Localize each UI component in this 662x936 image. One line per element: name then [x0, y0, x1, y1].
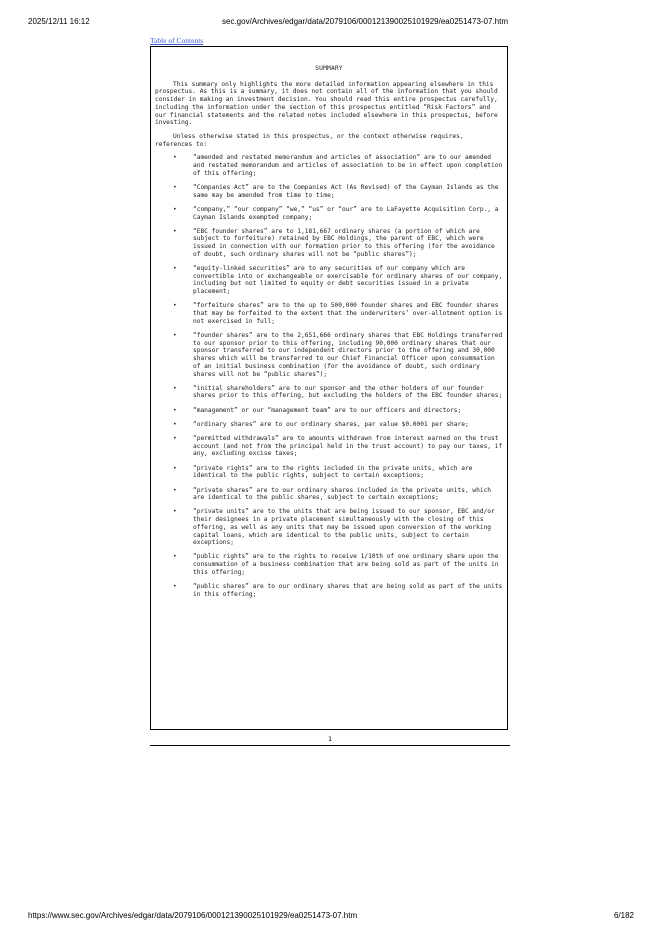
list-item	[155, 228, 503, 259]
bullet-icon: •	[173, 486, 177, 494]
definition-text: “public rights” are to the rights to receive 1/10th of one ordinary share upon the consummation of a business combination that are being sold as part of the units in this offering;	[193, 553, 499, 576]
print-datetime: 2025/12/11 16:12	[28, 17, 90, 26]
print-header	[28, 16, 634, 28]
definition-text: “forfeiture shares” are to the up to 500,000 founder shares and EBC founder shares that may be forfeited to the extent that the underwriters’ over-allotment option is not exercised in full;	[193, 302, 503, 325]
list-item	[155, 487, 503, 502]
definition-text: “private units” are to the units that are being issued to our sponsor, EBC and/or their designees in a private placement simultaneously with the closing of this offering, as well as any units that may be issued upon conversion of the working capital loans, which are identical to the public units, subject to certain exceptions;	[193, 508, 495, 547]
bullet-icon: •	[173, 464, 177, 472]
list-item	[155, 385, 503, 400]
bullet-icon: •	[173, 154, 177, 162]
bullet-icon: •	[173, 583, 177, 591]
print-header-url: sec.gov/Archives/edgar/data/2079106/000121390025101929/ea0251473-07.htm	[222, 17, 509, 26]
list-item	[155, 421, 503, 429]
list-item	[155, 154, 503, 177]
list-item	[155, 435, 503, 458]
definition-text: “management” or our “management team” are to our officers and directors;	[193, 406, 462, 414]
list-item	[155, 206, 503, 221]
bullet-icon: •	[173, 508, 177, 516]
definitions-list	[155, 154, 503, 598]
bullet-icon: •	[173, 227, 177, 235]
list-item	[155, 332, 503, 378]
definition-text: “EBC founder shares” are to 1,181,667 ordinary shares (a portion of which are subject to forfeiture) retained by EBC Holdings, the parent of EBC, which were issued in connection with our formation prior to this offering (for the avoidance of doubt, such ordinary shares will not be “public shares”);	[193, 227, 495, 258]
bullet-icon: •	[173, 406, 177, 414]
intro-paragraph: This summary only highlights the more detailed information appearing elsewhere in this prospectus. As this is a summary, it does not contain all of the information that you should consider in making an investment decision. You should read this entire prospectus carefully, including the information under the section of this prospectus entitled “Risk Factors” and our financial statements and the related notes included elsewhere in this prospectus, before investing.	[155, 80, 498, 127]
definition-text: “ordinary shares” are to our ordinary shares, par value $0.0001 per share;	[193, 420, 469, 428]
definition-text: “founder shares” are to the 2,651,666 ordinary shares that EBC Holdings transferred to our sponsor prior to this offering, including 90,000 ordinary shares that our sponsor transferred to our independent directors prior to the offering and 30,000 shares which will be transferred to our Chief Financial Officer upon consummation of an initial business combination (for the avoidance of doubt, such ordinary shares will not be “public shares”);	[193, 331, 503, 378]
definition-text: “initial shareholders” are to our sponsor and the other holders of our founder shares prior to this offering, but excluding the holders of the EBC founder shares;	[193, 384, 503, 400]
definition-text: “Companies Act” are to the Companies Act (As Revised) of the Cayman Islands as the same may be amended from time to time;	[193, 183, 499, 199]
list-item	[155, 407, 503, 415]
definition-text: “public shares” are to our ordinary shares that are being sold as part of the units in this offering;	[193, 583, 503, 598]
bullet-icon: •	[173, 435, 177, 443]
bullet-icon: •	[173, 384, 177, 392]
page-title: SUMMARY	[315, 65, 343, 72]
definition-text: “company,” “our company” “we,” “us” or “our” are to LaFayette Acquisition Corp., a Cayman Islands exempted company;	[193, 205, 499, 221]
list-item	[155, 508, 503, 547]
list-item	[155, 553, 503, 576]
definition-text: “equity-linked securities” are to any securities of our company which are convertible into or exchangeable or exercisable for ordinary shares of our company, including but not limited to equity or debt securities issued in a private placement;	[193, 265, 503, 296]
list-item	[155, 302, 503, 325]
bullet-icon: •	[173, 331, 177, 339]
list-item	[155, 184, 503, 199]
page-number: 1	[328, 735, 332, 743]
bullet-icon: •	[173, 302, 177, 310]
definition-text: “private rights” are to the rights included in the private units, which are identical to the public rights, subject to certain exceptions;	[193, 464, 473, 480]
table-of-contents-link[interactable]: Table of Contents	[150, 36, 204, 45]
print-footer	[28, 910, 634, 922]
definition-text: “permitted withdrawals” are to amounts withdrawn from interest earned on the trust account (and not from the principal held in the trust account) to pay our taxes, if any, excluding excise taxes;	[193, 435, 503, 458]
bottom-rule	[150, 745, 510, 746]
summary-document	[150, 46, 508, 730]
definition-text: “private shares” are to our ordinary shares included in the private units, which are identical to the public shares, subject to certain exceptions;	[193, 486, 492, 502]
definition-text: “amended and restated memorandum and articles of association” are to our amended and restated memorandum and articles of association to be in effect upon completion of this offering;	[193, 154, 503, 177]
bullet-icon: •	[173, 183, 177, 191]
list-item	[155, 465, 503, 480]
list-item	[155, 583, 503, 598]
list-item	[155, 265, 503, 296]
bullet-icon: •	[173, 205, 177, 213]
print-page-count: 6/182	[613, 911, 634, 920]
bullet-icon: •	[173, 553, 177, 561]
print-footer-url: https://www.sec.gov/Archives/edgar/data/2079106/000121390025101929/ea0251473-07.htm	[28, 911, 358, 920]
bullet-icon: •	[173, 265, 177, 273]
bullet-icon: •	[173, 420, 177, 428]
references-paragraph: Unless otherwise stated in this prospectus, or the context otherwise requires, references to:	[155, 132, 464, 148]
